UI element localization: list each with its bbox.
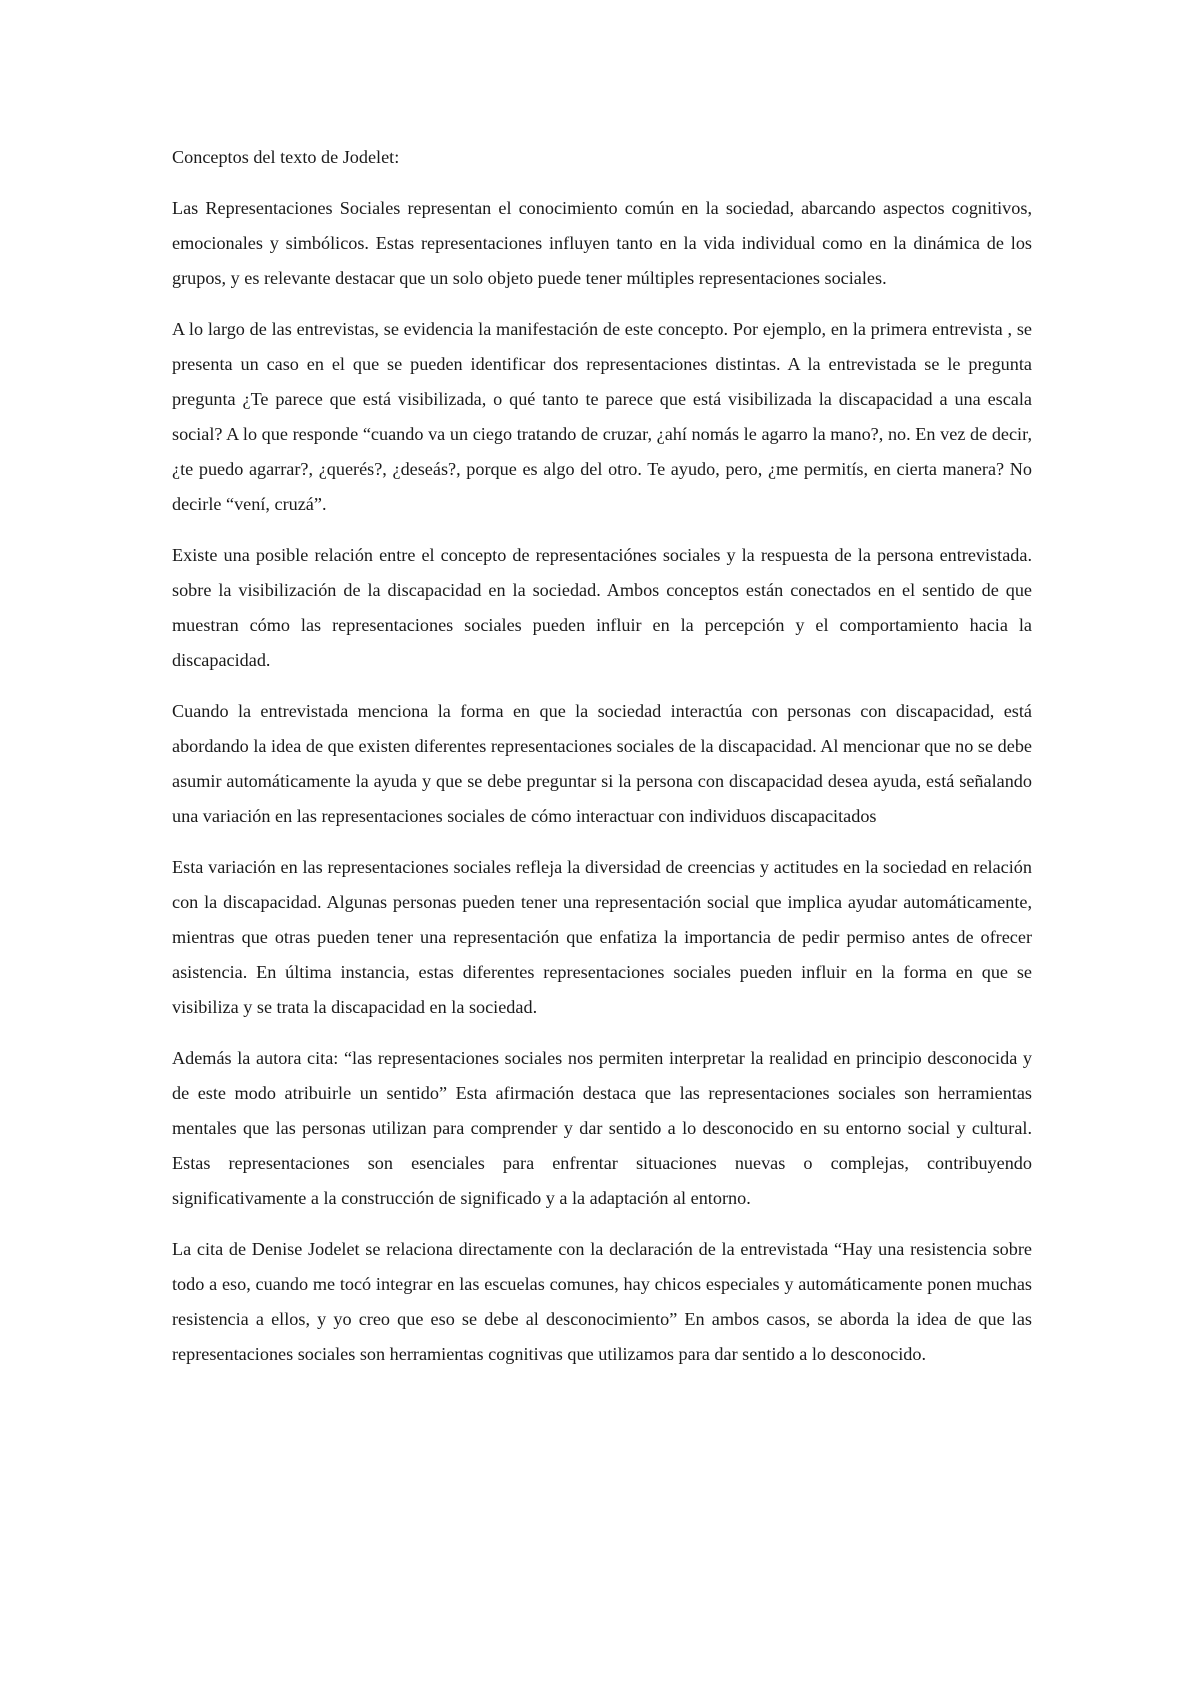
paragraph: A lo largo de las entrevistas, se evidencia la manifestación de este concepto. Por ejemplo, en la primera entrevista , se presenta un caso en el que se pueden identificar dos representaciones distintas. A la entrevistada se le pregunta pregunta ¿Te parece que está visibilizada, o qué tanto te parece que está visibilizada la discapacidad a una escala social? A lo que responde “cuando va un ciego tratando de cruzar, ¿ahí nomás le agarro la mano?, no. En vez de decir, ¿te puedo agarrar?, ¿querés?, ¿deseás?, porque es algo del otro. Te ayudo, pero, ¿me permitís, en cierta manera? No decirle “vení, cruzá”. [172,319,1032,514]
paragraph: Cuando la entrevistada menciona la forma en que la sociedad interactúa con personas con discapacidad, está abordando la idea de que existen diferentes representaciones sociales de la discapacidad. Al mencionar que no se debe asumir automáticamente la ayuda y que se debe preguntar si la persona con discapacidad desea ayuda, está señalando una variación en las representaciones sociales de cómo interactuar con individuos discapacitados [172,701,1032,826]
paragraph: Además la autora cita: “las representaciones sociales nos permiten interpretar la realidad en principio desconocida y de este modo atribuirle un sentido” Esta afirmación destaca que las representaciones sociales son herramientas mentales que las personas utilizan para comprender y dar sentido a lo desconocido en su entorno social y cultural. Estas representaciones son esenciales para enfrentar situaciones nuevas o complejas, contribuyendo significativamente a la construcción de significado y a la adaptación al entorno. [172,1048,1032,1208]
paragraph: Existe una posible relación entre el concepto de representaciónes sociales y la respuesta de la persona entrevistada. sobre la visibilización de la discapacidad en la sociedad. Ambos conceptos están conectados en el sentido de que muestran cómo las representaciones sociales pueden influir en la percepción y el comportamiento hacia la discapacidad. [172,545,1032,670]
paragraph: Las Representaciones Sociales representan el conocimiento común en la sociedad, abarcando aspectos cognitivos, emocionales y simbólicos. Estas representaciones influyen tanto en la vida individual como en la dinámica de los grupos, y es relevante destacar que un solo objeto puede tener múltiples representaciones sociales. [172,198,1032,288]
paragraph: La cita de Denise Jodelet se relaciona directamente con la declaración de la entrevistada “Hay una resistencia sobre todo a eso, cuando me tocó integrar en las escuelas comunes, hay chicos especiales y automáticamente ponen muchas resistencia a ellos, y yo creo que eso se debe al desconocimiento” En ambos casos, se aborda la idea de que las representaciones sociales son herramientas cognitivas que utilizamos para dar sentido a lo desconocido. [172,1239,1032,1364]
paragraph: Esta variación en las representaciones sociales refleja la diversidad de creencias y actitudes en la sociedad en relación con la discapacidad. Algunas personas pueden tener una representación social que implica ayudar automáticamente, mientras que otras pueden tener una representación que enfatiza la importancia de pedir permiso antes de ofrecer asistencia. En última instancia, estas diferentes representaciones sociales pueden influir en la forma en que se visibiliza y se trata la discapacidad en la sociedad. [172,857,1032,1017]
document-page [172,140,1032,1388]
document-heading: Conceptos del texto de Jodelet: [172,147,400,167]
